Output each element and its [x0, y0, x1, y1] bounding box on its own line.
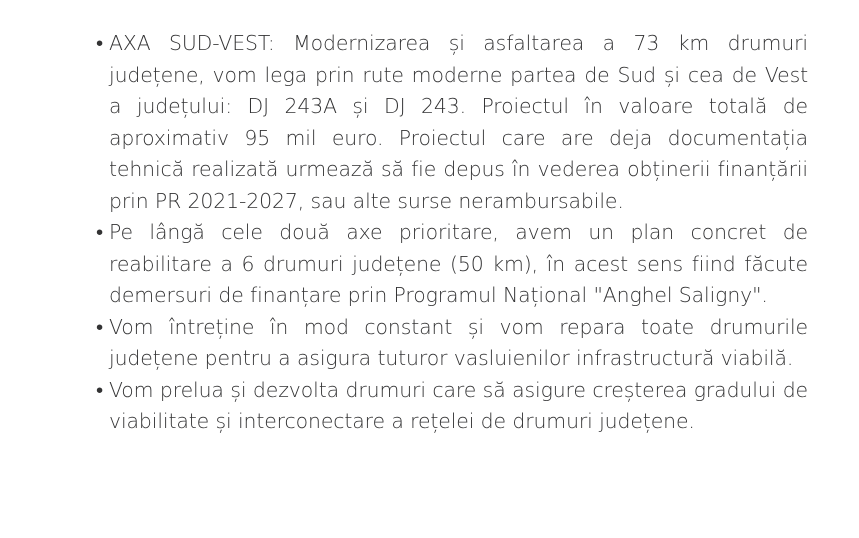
- list-item: [95, 28, 808, 217]
- list-item-text: Pe lângă cele două axe prioritare, avem un plan concret de reabilitare a 6 drumuri județene (50 km), în acest sens fiind făcute demersuri de finanțare prin Programul Național "Anghel Saligny".: [109, 220, 808, 307]
- list-item: [95, 217, 808, 312]
- list-item-text: AXA SUD-VEST: Modernizarea și asfaltarea a 73 km drumuri județene, vom lega prin rute moderne partea de Sud și cea de Vest a județului: DJ 243A și DJ 243. Proiectul în valoare totală de aproximativ 95 mil euro. Proiectul care are deja documentația tehnică realizată urmează să fie depus în vederea obținerii finanțării prin PR 2021-2027, sau alte surse nerambursabile.: [109, 31, 808, 213]
- bullet-marker: •: [96, 220, 104, 244]
- bullet-marker: •: [96, 314, 104, 339]
- list-item: [95, 375, 808, 438]
- list-item-text: Vom întreține în mod constant și vom repara toate drumurile județene pentru a asigura tuturor vasluienilor infrastructură viabilă.: [109, 314, 808, 370]
- bullet-marker: •: [96, 377, 104, 402]
- bullet-marker: •: [96, 31, 104, 55]
- bullet-list: [95, 28, 808, 438]
- list-item: [95, 312, 808, 375]
- list-item-text: Vom prelua și dezvolta drumuri care să asigure creșterea gradului de viabilitate și interconectare a rețelei de drumuri județene.: [109, 377, 808, 433]
